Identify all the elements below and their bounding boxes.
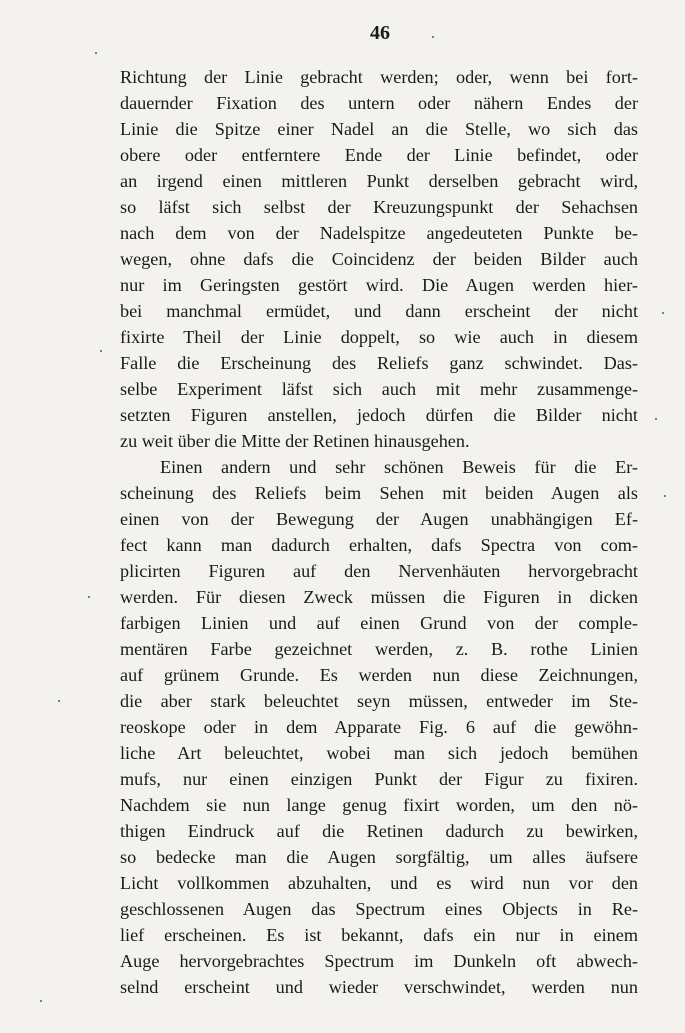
- text-line: nur im Geringsten gestört wird. Die Augen werden hier-: [120, 275, 638, 295]
- text-line: dauernder Fixation des untern oder nähern Endes der: [120, 93, 638, 113]
- paper-speck: [432, 36, 434, 38]
- text-line: setzten Figuren anstellen, jedoch dürfen die Bilder nicht: [120, 405, 638, 425]
- text-line: Nachdem sie nun lange genug fixirt worden, um den nö-: [120, 795, 638, 815]
- paper-speck: [40, 1000, 42, 1002]
- text-line: obere oder entferntere Ende der Linie befindet, oder: [120, 145, 638, 165]
- text-line: selbe Experiment läfst sich auch mit mehr zusammenge-: [120, 379, 638, 399]
- text-line: scheinung des Reliefs beim Sehen mit beiden Augen als: [120, 483, 638, 503]
- text-line: farbigen Linien und auf einen Grund von der comple-: [120, 613, 638, 633]
- text-line: die aber stark beleuchtet seyn müssen, entweder im Ste-: [120, 691, 638, 711]
- text-line: fixirte Theil der Linie doppelt, so wie auch in diesem: [120, 327, 638, 347]
- paper-speck: [655, 418, 657, 420]
- text-line: geschlossenen Augen das Spectrum eines Objects in Re-: [120, 899, 638, 919]
- text-line: plicirten Figuren auf den Nervenhäuten hervorgebracht: [120, 561, 638, 581]
- paper-speck: [664, 495, 666, 497]
- text-line: so läfst sich selbst der Kreuzungspunkt der Sehachsen: [120, 197, 638, 217]
- text-line: Licht vollkommen abzuhalten, und es wird nun vor den: [120, 873, 638, 893]
- page-number: 46: [370, 22, 390, 44]
- text-line: liche Art beleuchtet, wobei man sich jedoch bemühen: [120, 743, 638, 763]
- paragraph-start-line: Einen andern und sehr schönen Beweis für die Er-: [160, 457, 638, 477]
- text-line: Auge hervorgebrachtes Spectrum im Dunkeln oft abwech-: [120, 951, 638, 971]
- paper-speck: [100, 350, 102, 352]
- paper-speck: [58, 700, 60, 702]
- text-line: werden. Für diesen Zweck müssen die Figuren in dicken: [120, 587, 638, 607]
- text-line: Falle die Erscheinung des Reliefs ganz schwindet. Das-: [120, 353, 638, 373]
- text-line: Linie die Spitze einer Nadel an die Stelle, wo sich das: [120, 119, 638, 139]
- text-line: wegen, ohne dafs die Coincidenz der beiden Bilder auch: [120, 249, 638, 269]
- text-line: reoskope oder in dem Apparate Fig. 6 auf die gewöhn-: [120, 717, 638, 737]
- text-line: selnd erscheint und wieder verschwindet, werden nun: [120, 977, 638, 997]
- text-line: bei manchmal ermüdet, und dann erscheint der nicht: [120, 301, 638, 321]
- text-line: nach dem von der Nadelspitze angedeuteten Punkte be-: [120, 223, 638, 243]
- text-line: thigen Eindruck auf die Retinen dadurch zu bewirken,: [120, 821, 638, 841]
- paper-speck: [95, 52, 97, 54]
- text-line: mentären Farbe gezeichnet werden, z. B. rothe Linien: [120, 639, 638, 659]
- text-line: lief erscheinen. Es ist bekannt, dafs ein nur in einem: [120, 925, 638, 945]
- text-line: fect kann man dadurch erhalten, dafs Spectra von com-: [120, 535, 638, 555]
- paragraph-end-line: zu weit über die Mitte der Retinen hinausgehen.: [120, 431, 470, 451]
- text-line: auf grünem Grunde. Es werden nun diese Zeichnungen,: [120, 665, 638, 685]
- text-line: mufs, nur einen einzigen Punkt der Figur zu fixiren.: [120, 769, 638, 789]
- paper-speck: [662, 312, 664, 314]
- text-line: an irgend einen mittleren Punkt derselben gebracht wird,: [120, 171, 638, 191]
- body-text: [120, 64, 638, 1000]
- text-line: Richtung der Linie gebracht werden; oder, wenn bei fort-: [120, 67, 638, 87]
- text-line: einen von der Bewegung der Augen unabhängigen Ef-: [120, 509, 638, 529]
- paper-speck: [88, 596, 90, 598]
- text-line: so bedecke man die Augen sorgfältig, um alles äufsere: [120, 847, 638, 867]
